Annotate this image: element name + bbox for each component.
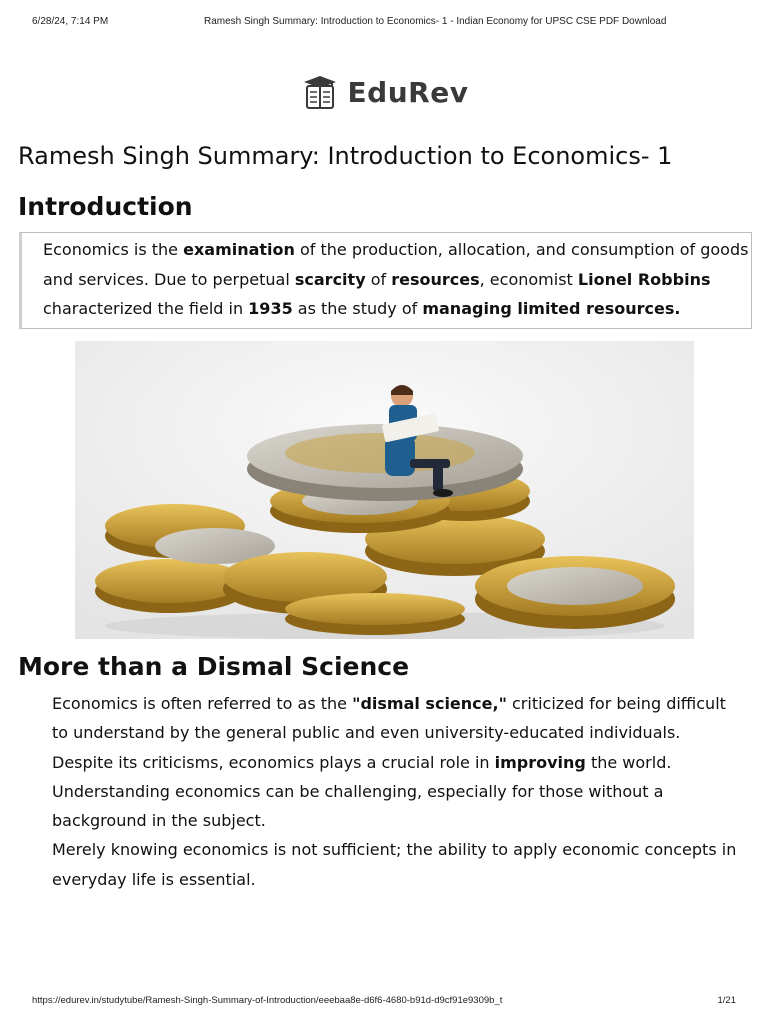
edurev-logo[interactable] bbox=[0, 74, 768, 110]
paragraph: Merely knowing economics is not sufficient; the ability to apply economic concepts in everyday life is essential. bbox=[52, 840, 737, 889]
graduation-cap-book-icon bbox=[300, 74, 340, 110]
page-url[interactable]: https://edurev.in/studytube/Ramesh-Singh-Summary-of-Introduction/eeebaa8e-d6f6-4680-b91d-d9cf91e9309b_t bbox=[32, 995, 503, 1006]
text: criticized for being difficult to understand by the general public and even university-educated individuals. bbox=[52, 694, 726, 743]
intro-bold-managing: managing limited resources. bbox=[422, 299, 681, 318]
intro-bold-examination: examination bbox=[183, 240, 295, 259]
intro-text: Economics is the bbox=[43, 240, 184, 259]
bold-dismal-science: "dismal science," bbox=[352, 694, 507, 713]
dismal-science-body bbox=[52, 689, 742, 894]
text: Despite its criticisms, economics plays a crucial role in bbox=[52, 752, 495, 772]
logo-text: EduRev bbox=[347, 75, 469, 109]
intro-bold-year: 1935 bbox=[248, 299, 293, 318]
bold-improving: improving bbox=[494, 752, 586, 772]
paragraph bbox=[52, 689, 742, 748]
dismal-science-heading: More than a Dismal Science bbox=[18, 652, 410, 681]
text: the world. bbox=[585, 752, 672, 772]
intro-bold-scarcity: scarcity bbox=[294, 269, 366, 289]
intro-text: , economist bbox=[479, 269, 578, 289]
document-title: Ramesh Singh Summary: Introduction to Economics- 1 bbox=[18, 142, 673, 170]
page-number: 1/21 bbox=[717, 995, 736, 1006]
paragraph: Understanding economics can be challenging, especially for those without a background in the subject. bbox=[52, 781, 664, 831]
print-date: 6/28/24, 7:14 PM bbox=[32, 16, 109, 27]
intro-text: of bbox=[365, 269, 392, 289]
introduction-box bbox=[19, 232, 752, 329]
print-page-title: Ramesh Singh Summary: Introduction to Economics- 1 - Indian Economy for UPSC CSE PDF Download bbox=[204, 16, 667, 27]
intro-text: of the production, allocation, and consumption of goods and services. Due to perpetual bbox=[43, 240, 749, 289]
paragraph bbox=[52, 748, 742, 777]
text: Economics is often referred to as the bbox=[52, 694, 353, 713]
intro-text: as the study of bbox=[292, 299, 423, 318]
intro-bold-resources: resources bbox=[391, 269, 480, 289]
introduction-heading: Introduction bbox=[18, 192, 193, 221]
intro-bold-lionel-robbins: Lionel Robbins bbox=[577, 269, 711, 289]
intro-text: characterized the field in bbox=[43, 299, 249, 318]
coins-stack-reader-photo bbox=[75, 341, 694, 639]
